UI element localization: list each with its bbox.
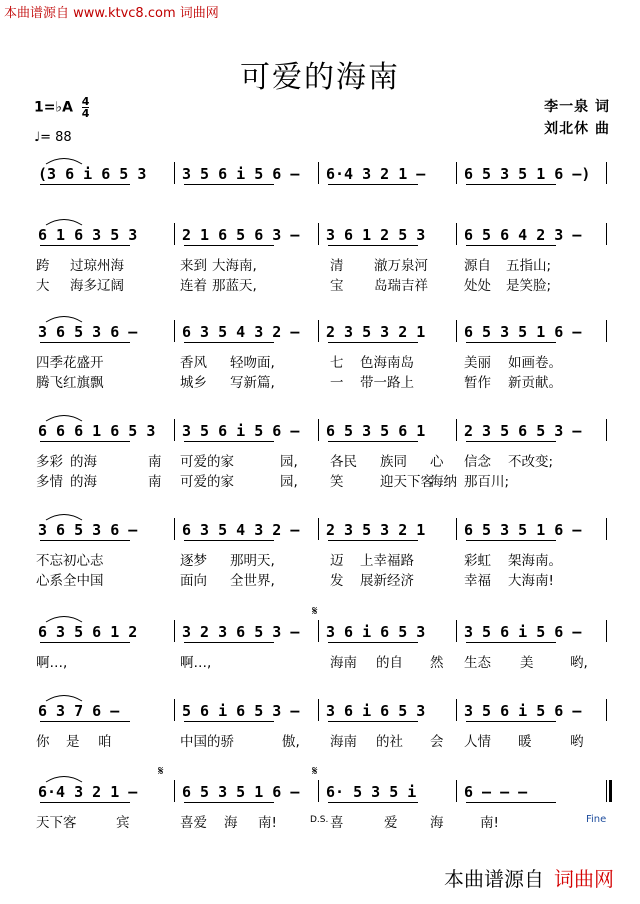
beam-line — [40, 245, 130, 246]
lyric-word: 色海南岛 — [360, 355, 414, 371]
lyric-word: 族同 — [380, 454, 407, 470]
lyric-word: 海 — [430, 815, 444, 831]
measure: 3 5 6 i 5 6 – — [182, 422, 300, 440]
lyric-word: 跨 — [36, 258, 50, 274]
lyric-word: 的海 — [70, 474, 97, 490]
tempo-mark: ♩= 88 — [34, 130, 72, 145]
measure: 6· 5 3 5 i — [326, 783, 417, 801]
segno-mark: 𝄋 — [158, 764, 164, 779]
lyric-word: 源自 — [464, 258, 491, 274]
lyric-word: 园, — [280, 454, 298, 470]
slur-arc — [44, 511, 84, 521]
time-sig-bottom: 4 — [81, 107, 90, 120]
barline — [174, 780, 175, 802]
lyric-word: 海南 — [330, 734, 357, 750]
lyric-word: 如画卷。 — [508, 355, 562, 371]
barline — [318, 320, 319, 342]
lyric-word: 宝 — [330, 278, 344, 294]
measure: 6 6 6 1 6 5 3 — [38, 422, 156, 440]
lyric-word: 天下客 — [36, 815, 77, 831]
beam-line — [328, 441, 418, 442]
beam-line — [466, 441, 556, 442]
lyric-word: 架海南。 — [508, 553, 562, 569]
lyric-word: 不忘初心志 — [36, 553, 104, 569]
barline — [318, 699, 319, 721]
barline — [318, 162, 319, 184]
lyric-word: 迎天下客 — [380, 474, 434, 490]
slur-arc — [44, 412, 84, 422]
lyric-word: 你 — [36, 734, 50, 750]
lyric-word: 各民 — [330, 454, 357, 470]
lyric-word: 南 — [148, 474, 162, 490]
lyric-word: 轻吻面, — [230, 355, 275, 371]
measure: 3 6 5 3 6 – — [38, 323, 138, 341]
lyric-word: 四季花盛开 — [36, 355, 104, 371]
lyric-word: 多彩 — [36, 454, 63, 470]
lyric-word: 是 — [66, 734, 80, 750]
lyric-word: 笑 — [330, 474, 344, 490]
barline — [174, 699, 175, 721]
measure: 3 2 3 6 5 3 – — [182, 623, 300, 641]
slur-arc — [44, 692, 84, 702]
lyric-word: 中国的骄 — [180, 734, 234, 750]
beam-line — [466, 642, 556, 643]
lyric-word: 傲, — [282, 734, 300, 750]
slur-arc — [44, 216, 84, 226]
composer-credit: 刘北休 曲 — [544, 121, 610, 137]
lyric-word: 发 — [330, 573, 344, 589]
barline — [606, 620, 607, 642]
beam-line — [328, 245, 418, 246]
measure: 2 3 5 3 2 1 — [326, 323, 426, 341]
lyric-word: 可爱的家 — [180, 454, 234, 470]
lyric-word: 心系全中国 — [36, 573, 104, 589]
beam-line — [40, 441, 130, 442]
lyric-word: 不改变; — [508, 454, 554, 470]
barline — [174, 620, 175, 642]
beam-line — [184, 184, 274, 185]
beam-line — [184, 642, 274, 643]
barline — [606, 518, 607, 540]
lyric-word: 大海南! — [508, 573, 554, 589]
barline — [606, 223, 607, 245]
lyric-word: 咱 — [98, 734, 112, 750]
measure: 6 3 5 6 1 2 — [38, 623, 138, 641]
lyric-word: 生态 — [464, 655, 491, 671]
barline — [606, 780, 607, 802]
measure: 3 6 1 2 5 3 — [326, 226, 426, 244]
time-signature — [82, 96, 90, 119]
beam-line — [466, 540, 556, 541]
barline — [456, 780, 457, 802]
lyric-word: 海 — [224, 815, 238, 831]
measure: 3 5 6 i 5 6 – — [464, 702, 582, 720]
measure: 2 1 6 5 6 3 – — [182, 226, 300, 244]
beam-line — [40, 540, 130, 541]
barline — [456, 518, 457, 540]
lyric-word: 面向 — [180, 573, 207, 589]
lyric-word: 园, — [280, 474, 298, 490]
barline — [456, 419, 457, 441]
lyric-word: 写新篇, — [230, 375, 275, 391]
lyric-word: 喜爱 — [180, 815, 207, 831]
lyric-word: 全世界, — [230, 573, 275, 589]
lyric-word: 逐梦 — [180, 553, 207, 569]
header-watermark: 本曲谱源自 www.ktvc8.com 词曲网 — [4, 6, 219, 21]
beam-line — [466, 802, 556, 803]
beam-line — [40, 721, 130, 722]
key-label: 1=♭A — [34, 99, 73, 116]
barline — [456, 699, 457, 721]
measure: 6·4 3 2 1 – — [38, 783, 138, 801]
lyric-word: 处处 — [464, 278, 491, 294]
beam-line — [184, 540, 274, 541]
beam-line — [466, 245, 556, 246]
beam-line — [328, 642, 418, 643]
beam-line — [466, 184, 556, 185]
segno-mark: 𝄋 — [312, 764, 318, 779]
lyric-word: 南! — [258, 815, 277, 831]
measure: 6 – – – — [464, 783, 528, 801]
slur-arc — [44, 155, 84, 165]
lyric-word: 多情 — [36, 474, 63, 490]
lyric-word: 暂作 — [464, 375, 491, 391]
lyric-word: 新贡献。 — [508, 375, 562, 391]
lyric-word: 展新经济 — [360, 573, 414, 589]
lyric-word: 海多辽阔 — [70, 278, 124, 294]
beam-line — [40, 342, 130, 343]
fine-mark: Fine — [586, 814, 607, 825]
lyric-word: 那明天, — [230, 553, 275, 569]
beam-line — [184, 721, 274, 722]
lyric-word: 来到 — [180, 258, 207, 274]
lyric-word: 一 — [330, 375, 344, 391]
barline — [318, 780, 319, 802]
lyric-word: 心 — [430, 454, 444, 470]
lyric-word: 迈 — [330, 553, 344, 569]
beam-line — [328, 540, 418, 541]
lyric-word: 宾 — [116, 815, 130, 831]
measure: 2 3 5 6 5 3 – — [464, 422, 582, 440]
lyric-word: 的自 — [376, 655, 403, 671]
lyric-word: 幸福 — [464, 573, 491, 589]
beam-line — [40, 802, 130, 803]
measure: 2 3 5 3 2 1 — [326, 521, 426, 539]
barline — [318, 518, 319, 540]
measure: 3 6 i 6 5 3 — [326, 623, 426, 641]
beam-line — [466, 342, 556, 343]
page-title: 可爱的海南 — [240, 60, 400, 95]
lyric-word: 大海南, — [212, 258, 257, 274]
barline — [318, 419, 319, 441]
beam-line — [40, 642, 130, 643]
lyric-word: 那百川; — [464, 474, 510, 490]
lyric-word: 七 — [330, 355, 344, 371]
measure: (3 6 i 6 5 3 — [38, 165, 147, 183]
barline — [456, 223, 457, 245]
footer-source: 本曲谱源自 — [444, 867, 544, 891]
lyric-word: 信念 — [464, 454, 491, 470]
lyric-word: 过琼州海 — [70, 258, 124, 274]
lyric-word: 喜 — [330, 815, 344, 831]
barline — [606, 162, 607, 184]
beam-line — [328, 342, 418, 343]
measure: 3 5 6 i 5 6 – — [464, 623, 582, 641]
beam-line — [40, 184, 130, 185]
lyric-word: 哟, — [570, 655, 588, 671]
lyric-word: 啊…, — [36, 655, 68, 671]
beam-line — [328, 721, 418, 722]
barline — [318, 620, 319, 642]
measure: 6 5 3 5 1 6 – — [182, 783, 300, 801]
measure: 6·4 3 2 1 – — [326, 165, 426, 183]
beam-line — [184, 441, 274, 442]
measure: 3 5 6 i 5 6 – — [182, 165, 300, 183]
lyric-word: 是笑脸; — [506, 278, 552, 294]
lyric-word: 啊…, — [180, 655, 212, 671]
lyric-word: 美丽 — [464, 355, 491, 371]
lyric-word: 大 — [36, 278, 50, 294]
measure: 6 5 6 4 2 3 – — [464, 226, 582, 244]
measure: 6 3 5 4 3 2 – — [182, 323, 300, 341]
barline — [456, 162, 457, 184]
beam-line — [466, 721, 556, 722]
lyric-word: 哟 — [570, 734, 584, 750]
lyric-word: 可爱的家 — [180, 474, 234, 490]
barline — [174, 223, 175, 245]
lyric-word: 城乡 — [180, 375, 207, 391]
lyric-word: 南 — [148, 454, 162, 470]
lyric-word: D.S. — [310, 815, 329, 825]
barline — [174, 419, 175, 441]
lyric-word: 那蓝天, — [212, 278, 257, 294]
lyric-word: 彩虹 — [464, 553, 491, 569]
measure: 6 3 7 6 – — [38, 702, 120, 720]
barline — [174, 518, 175, 540]
lyric-word: 爱 — [384, 815, 398, 831]
footer-site: 词曲网 — [554, 867, 614, 891]
barline — [318, 223, 319, 245]
lyric-word: 五指山; — [506, 258, 552, 274]
lyric-word: 腾飞红旗飘 — [36, 375, 104, 391]
beam-line — [184, 802, 274, 803]
lyric-word: 南! — [480, 815, 499, 831]
beam-line — [184, 245, 274, 246]
measure: 6 5 3 5 1 6 –) — [464, 165, 591, 183]
time-sig-top: 4 — [81, 95, 90, 108]
beam-line — [328, 184, 418, 185]
measure: 6 3 5 4 3 2 – — [182, 521, 300, 539]
barline — [606, 419, 607, 441]
lyric-word: 的社 — [376, 734, 403, 750]
barline — [606, 320, 607, 342]
lyric-word: 连着 — [180, 278, 207, 294]
measure: 6 1 6 3 5 3 — [38, 226, 138, 244]
measure: 3 6 5 3 6 – — [38, 521, 138, 539]
lyric-word: 海纳 — [430, 474, 457, 490]
lyric-word: 带一路上 — [360, 375, 414, 391]
barline — [174, 162, 175, 184]
beam-line — [184, 342, 274, 343]
measure: 6 5 3 5 6 1 — [326, 422, 426, 440]
slur-arc — [44, 773, 84, 783]
barline — [174, 320, 175, 342]
lyric-word: 香风 — [180, 355, 207, 371]
lyric-word: 人情 — [464, 734, 491, 750]
final-barline — [609, 780, 612, 802]
beam-line — [328, 802, 418, 803]
measure: 3 6 i 6 5 3 — [326, 702, 426, 720]
lyric-word: 岛瑞吉祥 — [374, 278, 428, 294]
lyric-word: 暖 — [518, 734, 532, 750]
lyric-word: 上幸福路 — [360, 553, 414, 569]
key-signature — [34, 96, 89, 119]
measure: 6 5 3 5 1 6 – — [464, 521, 582, 539]
slur-arc — [44, 313, 84, 323]
barline — [606, 699, 607, 721]
measure: 5 6 i 6 5 3 – — [182, 702, 300, 720]
lyricist-credit: 李一泉 词 — [544, 99, 610, 115]
barline — [456, 620, 457, 642]
lyric-word: 然 — [430, 655, 444, 671]
footer — [444, 863, 614, 892]
lyric-word: 的海 — [70, 454, 97, 470]
segno-mark: 𝄋 — [312, 604, 318, 619]
measure: 6 5 3 5 1 6 – — [464, 323, 582, 341]
lyric-word: 清 — [330, 258, 344, 274]
lyric-word: 会 — [430, 734, 444, 750]
slur-arc — [44, 613, 84, 623]
barline — [456, 320, 457, 342]
lyric-word: 澈万泉河 — [374, 258, 428, 274]
lyric-word: 海南 — [330, 655, 357, 671]
lyric-word: 美 — [520, 655, 534, 671]
